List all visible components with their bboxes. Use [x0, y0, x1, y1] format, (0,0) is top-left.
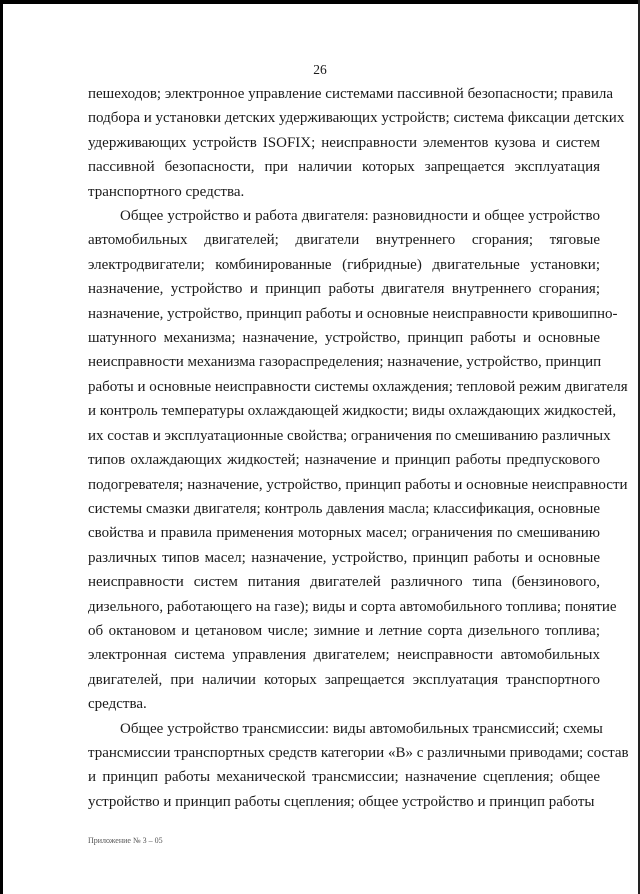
- text-line: системы смазки двигателя; контроль давления масла; классификация, основные: [88, 500, 600, 517]
- text-line: устройство и принцип работы сцепления; общее устройство и принцип работы: [88, 793, 595, 810]
- text-line: свойства и правила применения моторных масел; ограничения по смешиванию: [88, 525, 600, 542]
- page-number: 26: [313, 62, 327, 77]
- text-line: неисправности систем питания двигателей различного типа (бензинового,: [88, 574, 600, 591]
- text-line: их состав и эксплуатационные свойства; ограничения по смешиванию различных: [88, 427, 611, 444]
- scan-border-left: [0, 0, 3, 894]
- text-line: подбора и установки детских удерживающих устройств; система фиксации детских: [88, 110, 625, 127]
- scan-border-top: [0, 0, 640, 4]
- paragraph: [88, 204, 628, 717]
- text-line: назначение, устройство, принцип работы и основные неисправности кривошипно-: [88, 305, 618, 322]
- text-line: типов охлаждающих жидкостей; назначение и принцип работы предпускового: [88, 452, 600, 469]
- text-line: шатунного механизма; назначение, устройство, принцип работы и основные: [88, 330, 600, 347]
- text-line: различных типов масел; назначение, устройство, принцип работы и основные: [88, 549, 600, 566]
- text-line: пешеходов; электронное управление системами пассивной безопасности; правила: [88, 86, 614, 102]
- text-line: транспортного средства.: [88, 183, 245, 200]
- page-footer: Приложение № 3 – 05: [88, 836, 163, 845]
- text-line: Общее устройство трансмиссии: виды автомобильных трансмиссий; схемы: [120, 720, 603, 737]
- text-line: дизельного, работающего на газе); виды и сорта автомобильного топлива; понятие: [88, 598, 617, 615]
- text-line: назначение, устройство и принцип работы двигателя внутреннего сгорания;: [88, 281, 600, 298]
- text-line: об октановом и цетановом числе; зимние и летние сорта дизельного топлива;: [88, 622, 600, 639]
- text-line: электродвигатели; комбинированные (гибридные) двигательные установки;: [88, 256, 600, 273]
- text-line: трансмиссии транспортных средств категории «B» с различными приводами; состав: [88, 744, 629, 761]
- document-body: [88, 82, 629, 814]
- text-line: подогревателя; назначение, устройство, принцип работы и основные неисправности: [88, 476, 628, 493]
- text-line: и контроль температуры охлаждающей жидкости; виды охлаждающих жидкостей,: [88, 403, 617, 420]
- text-line: удерживающих устройств ISOFIX; неисправности элементов кузова и систем: [88, 134, 600, 151]
- text-line: автомобильных двигателей; двигатели внутреннего сгорания; тяговые: [88, 232, 600, 249]
- text-line: неисправности механизма газораспределения; назначение, устройство, принцип: [88, 354, 602, 371]
- text-line: электронная система управления двигателем; неисправности автомобильных: [88, 647, 600, 664]
- paragraph: [88, 717, 629, 815]
- text-line: двигателей, при наличии которых запрещается эксплуатация транспортного: [88, 671, 600, 688]
- text-line: средства.: [88, 696, 147, 713]
- paragraph: [88, 82, 625, 204]
- text-line: пассивной безопасности, при наличии которых запрещается эксплуатация: [88, 159, 600, 176]
- text-line: и принцип работы механической трансмиссии; назначение сцепления; общее: [88, 769, 600, 786]
- text-line: работы и основные неисправности системы охлаждения; тепловой режим двигателя: [88, 378, 628, 395]
- text-line: Общее устройство и работа двигателя: разновидности и общее устройство: [120, 208, 600, 225]
